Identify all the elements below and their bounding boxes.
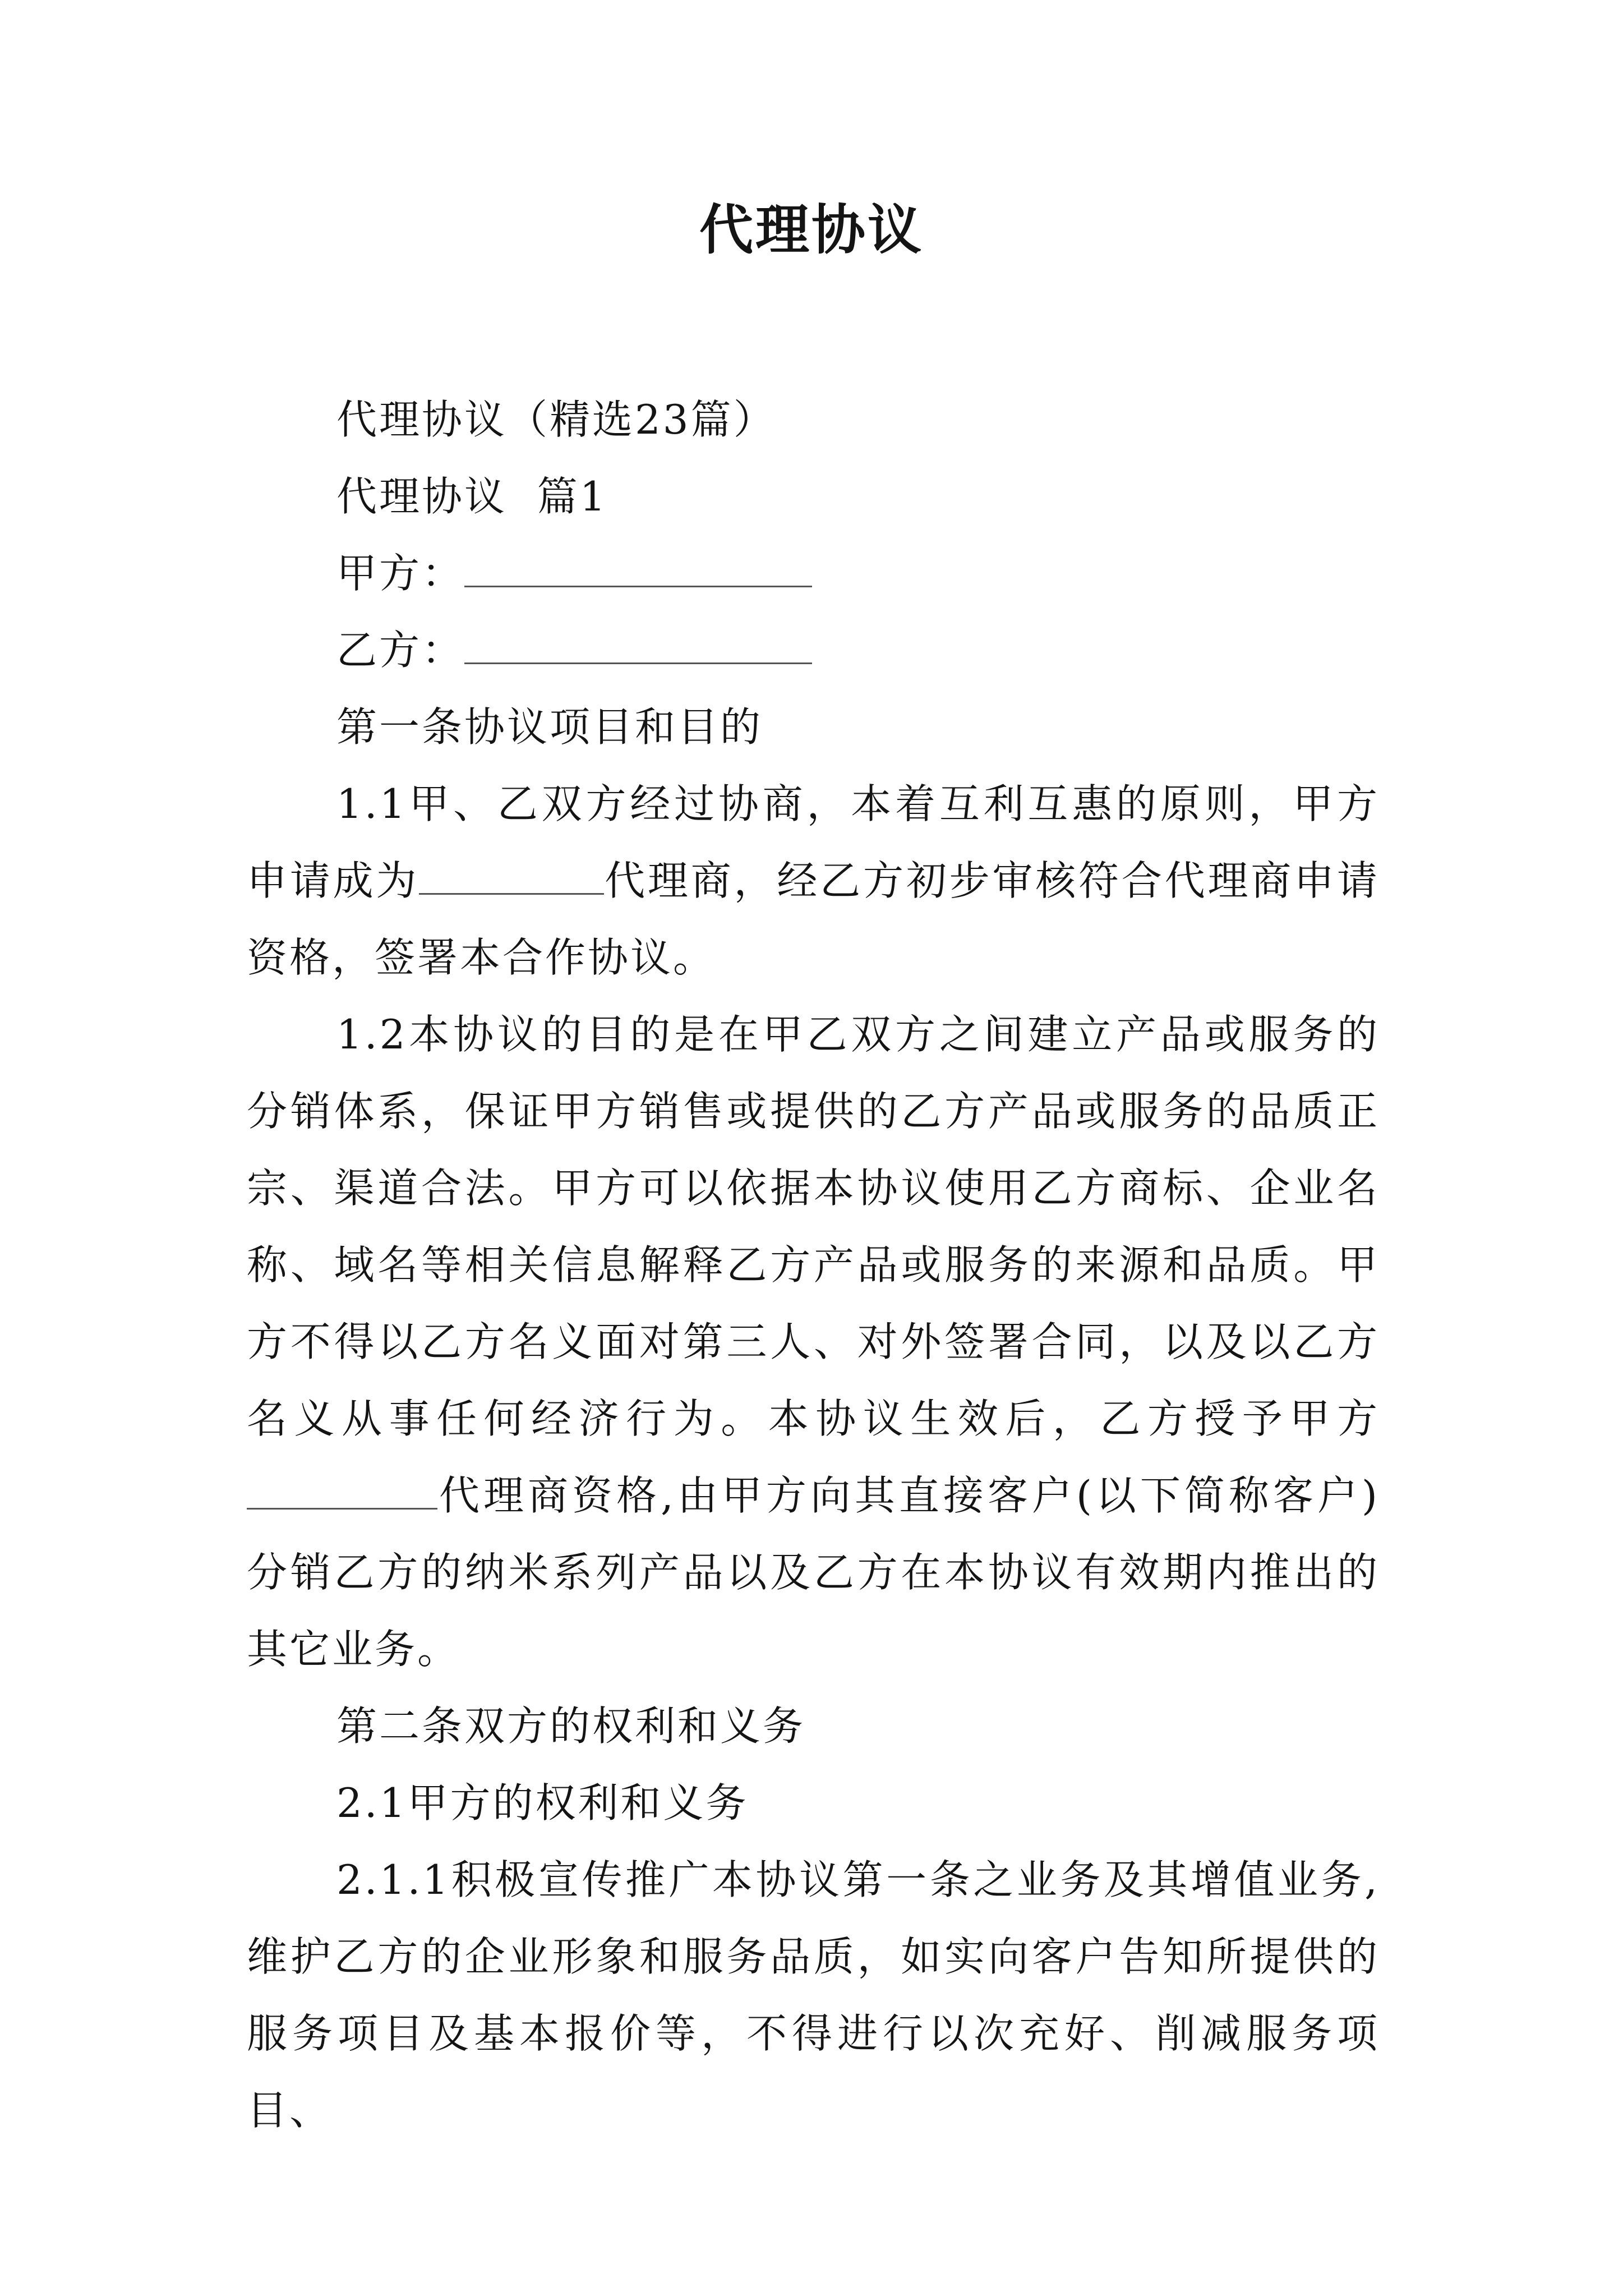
paragraph-2-1-1: 2.1.1积极宣传推广本协议第一条之业务及其增值业务,维护乙方的企业形象和服务品质，如实向客户告知所提供的服务项目及基本报价等，不得进行以次充好、削减服务项目、 bbox=[247, 1856, 1380, 2134]
article2-heading: 第二条双方的权利和义务 bbox=[336, 1703, 806, 1750]
party-b-blank bbox=[464, 629, 812, 664]
agent-type-blank bbox=[419, 859, 604, 895]
document-body bbox=[247, 381, 1380, 2149]
document-title: 代理协议 bbox=[699, 198, 924, 261]
party-a-line bbox=[247, 535, 1380, 612]
party-b-label: 乙方： bbox=[336, 627, 465, 674]
agent-qualification-blank bbox=[247, 1474, 437, 1510]
article1-heading: 第一条协议项目和目的 bbox=[336, 703, 763, 751]
paragraph-1-1 bbox=[247, 766, 1380, 996]
paragraph-1-2-part-b: 代理商资格,由甲方向其直接客户(以下简称客户)分销乙方的纳米系列产品以及乙方在本协议有效期内推出的其它业务。 bbox=[247, 1472, 1380, 1673]
party-b-line bbox=[247, 612, 1380, 689]
subtitle: 代理协议（精选23篇） bbox=[336, 396, 776, 443]
paragraph-1-1-part-b: 代理商，经乙方初步审核符合代理商申请资格，签署本合作协议。 bbox=[247, 857, 1380, 981]
section-heading: 代理协议 篇1 bbox=[336, 473, 608, 520]
party-a-label: 甲方： bbox=[336, 550, 465, 597]
paragraph-1-1-part-a: 1.1甲、乙双方经过协商，本着互利互惠的原则，甲方申请成为 bbox=[247, 780, 1380, 904]
party-a-blank bbox=[464, 552, 812, 587]
paragraph-1-2 bbox=[247, 996, 1380, 1688]
paragraph-1-2-part-a: 1.2本协议的目的是在甲乙双方之间建立产品或服务的分销体系，保证甲方销售或提供的乙方产品或服务的品质正宗、渠道合法。甲方可以依据本协议使用乙方商标、企业名称、域名等相关信息解释乙方产品或服务的来源和品质。甲方不得以乙方名义面对第三人、对外签署合同，以及以乙方名义从事任何经济行为。本协议生效后，乙方授予甲方 bbox=[247, 1011, 1380, 1442]
paragraph-2-1: 2.1甲方的权利和义务 bbox=[336, 1779, 749, 1826]
